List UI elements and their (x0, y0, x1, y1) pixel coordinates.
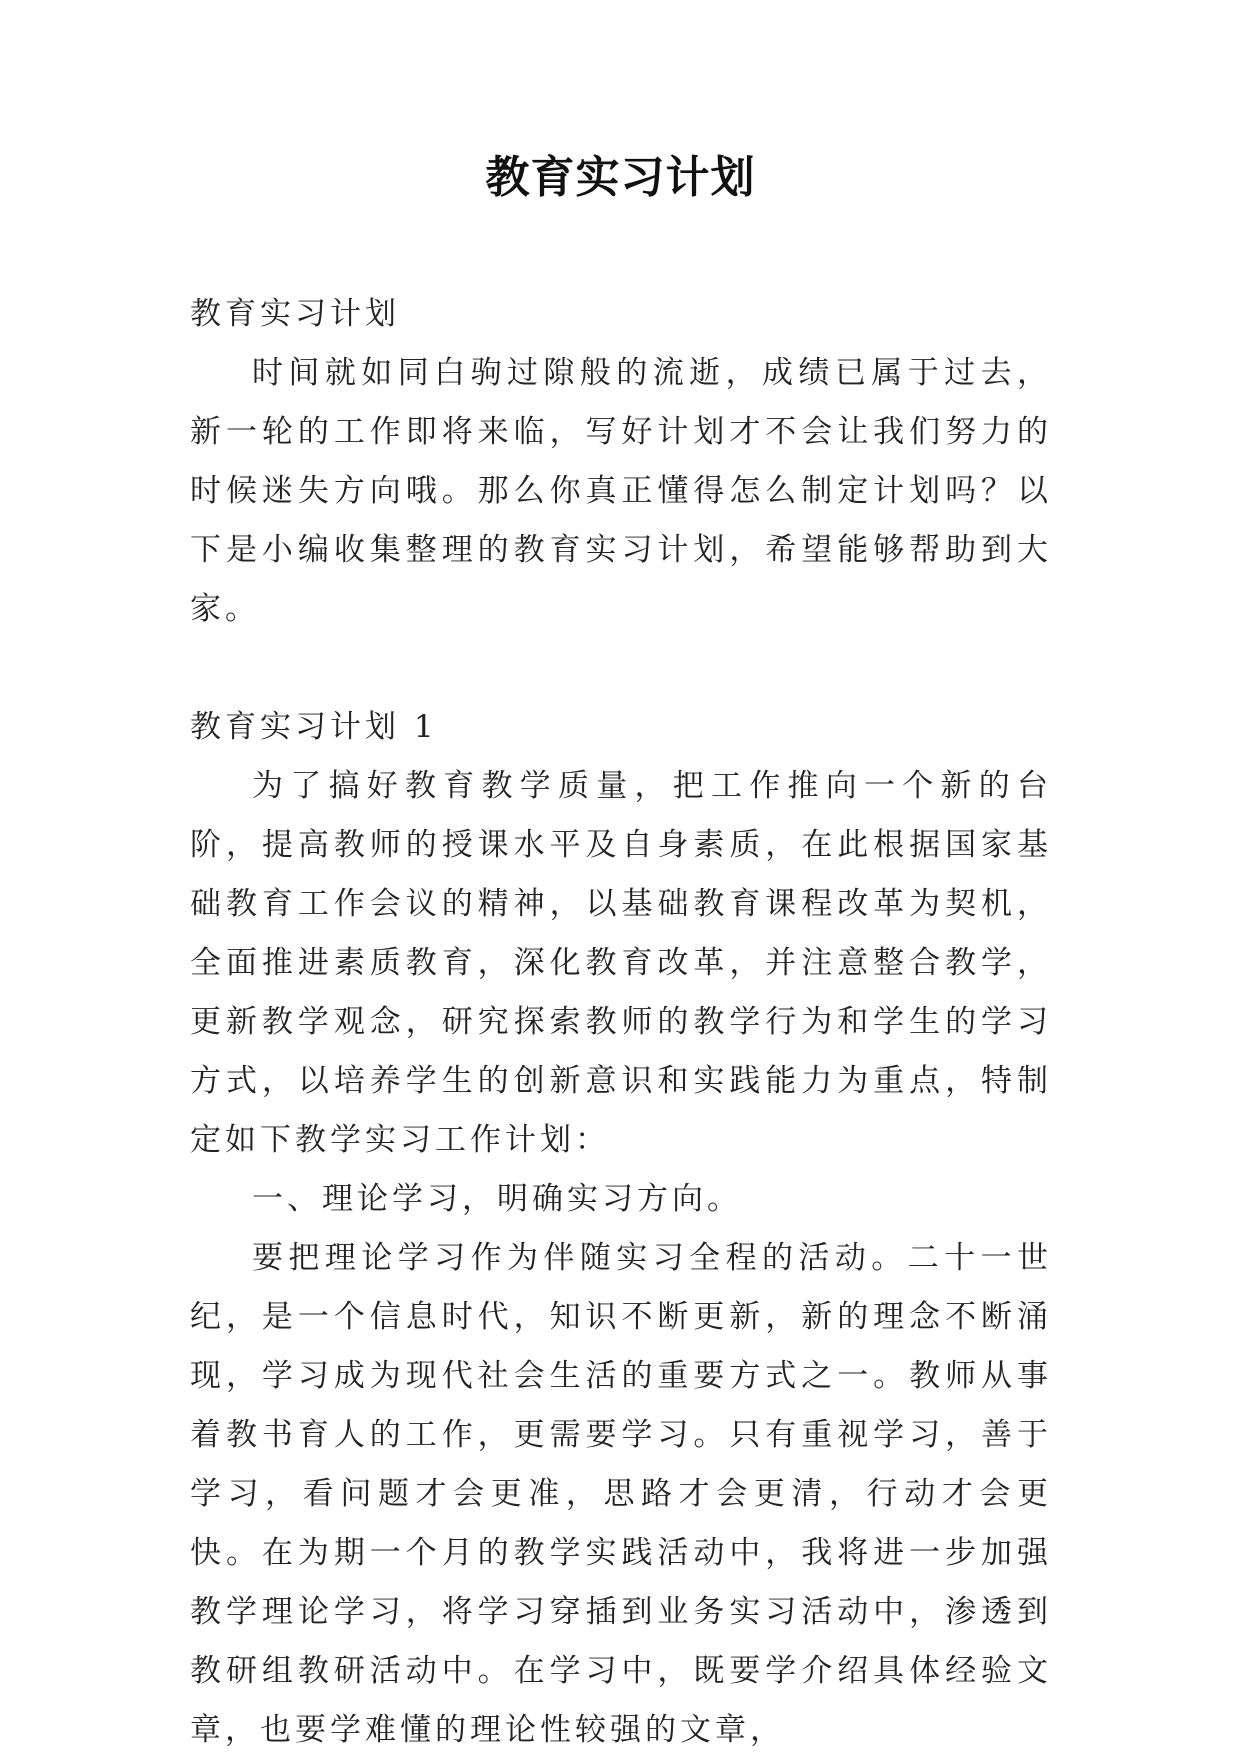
section1-heading: 教育实习计划 1 (190, 709, 438, 745)
paragraph-spacer (190, 639, 1052, 698)
intro-heading: 教育实习计划 (190, 296, 400, 332)
document-body (190, 285, 1052, 1760)
intro-paragraph: 时间就如同白驹过隙般的流逝，成绩已属于过去，新一轮的工作即将来临，写好计划才不会让我们努力的时候迷失方向哦。那么你真正懂得怎么制定计划吗？以下是小编收集整理的教育实习计划，希望能够帮助到大家。 (190, 355, 1052, 627)
section1-paragraph-1: 为了搞好教育教学质量，把工作推向一个新的台阶，提高教师的授课水平及自身素质，在此根据国家基础教育工作会议的精神，以基础教育课程改革为契机，全面推进素质教育，深化教育改革，并注意整合教学，更新教学观念，研究探索教师的教学行为和学生的学习方式，以培养学生的创新意识和实践能力为重点，特制定如下教学实习工作计划： (190, 768, 1052, 1158)
section1-paragraph-2: 要把理论学习作为伴随实习全程的活动。二十一世纪，是一个信息时代，知识不断更新，新的理念不断涌现，学习成为现代社会生活的重要方式之一。教师从事着教书育人的工作，更需要学习。只有重视学习，善于学习，看问题才会更准，思路才会更清，行动才会更快。在为期一个月的教学实践活动中，我将进一步加强教学理论学习，将学习穿插到业务实习活动中，渗透到教研组教研活动中。在学习中，既要学介绍具体经验文章，也要学难懂的理论性较强的文章， (190, 1240, 1052, 1748)
section1-point-1: 一、理论学习，明确实习方向。 (252, 1181, 742, 1217)
document-title: 教育实习计划 (485, 152, 756, 203)
